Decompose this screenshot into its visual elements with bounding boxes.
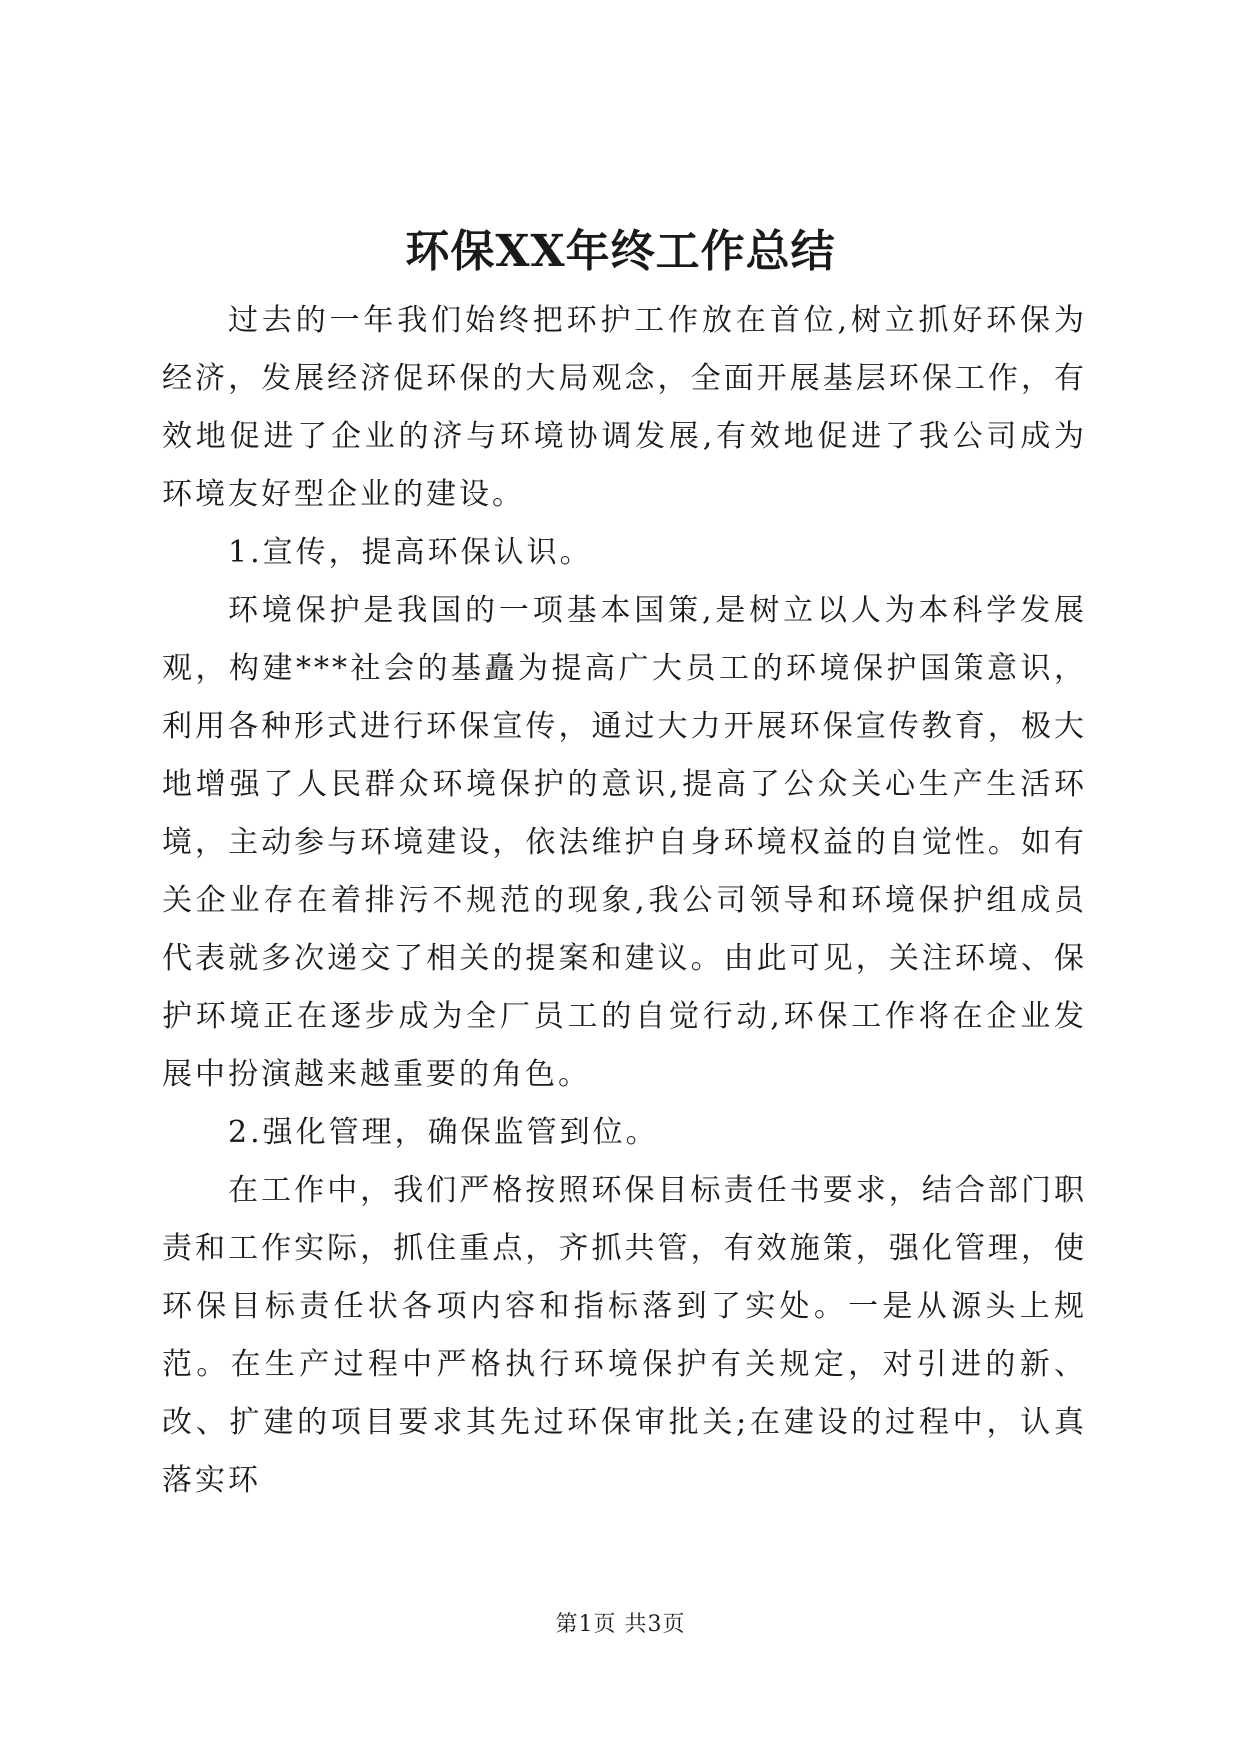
document-title: 环保XX年终工作总结: [405, 226, 836, 277]
section-heading-1: 1.宣传，提高环保认识。: [228, 535, 593, 570]
page-number-footer: 第1页 共3页: [555, 1612, 686, 1637]
paragraph-intro: 过去的一年我们始终把环护工作放在首位,树立抓好环保为经济，发展经济促环保的大局观念，全面开展基层环保工作，有效地促进了企业的济与环境协调发展,有效地促进了我公司成为环境友好型企业的建设。: [162, 303, 1087, 512]
paragraph-section-2: 在工作中，我们严格按照环保目标责任书要求，结合部门职责和工作实际，抓住重点，齐抓共管，有效施策，强化管理，使环保目标责任状各项内容和指标落到了实处。一是从源头上规范。在生产过程中严格执行环境保护有关规定，对引进的新、改、扩建的项目要求其先过环保审批关;在建设的过程中，认真落实环: [162, 1173, 1087, 1498]
paragraph-section-1: 环境保护是我国的一项基本国策,是树立以人为本科学发展观，构建***社会的基矗为提高广大员工的环境保护国策意识，利用各种形式进行环保宣传，通过大力开展环保宣传教育，极大地增强了人民群众环境保护的意识,提高了公众关心生产生活环境，主动参与环境建设，依法维护自身环境权益的自觉性。如有关企业存在着排污不规范的现象,我公司领导和环境保护组成员代表就多次递交了相关的提案和建议。由此可见，关注环境、保护环境正在逐步成为全厂员工的自觉行动,环保工作将在企业发展中扮演越来越重要的角色。: [162, 593, 1087, 1092]
document-body: [162, 292, 1087, 1510]
section-heading-2: 2.强化管理，确保监管到位。: [228, 1115, 659, 1150]
